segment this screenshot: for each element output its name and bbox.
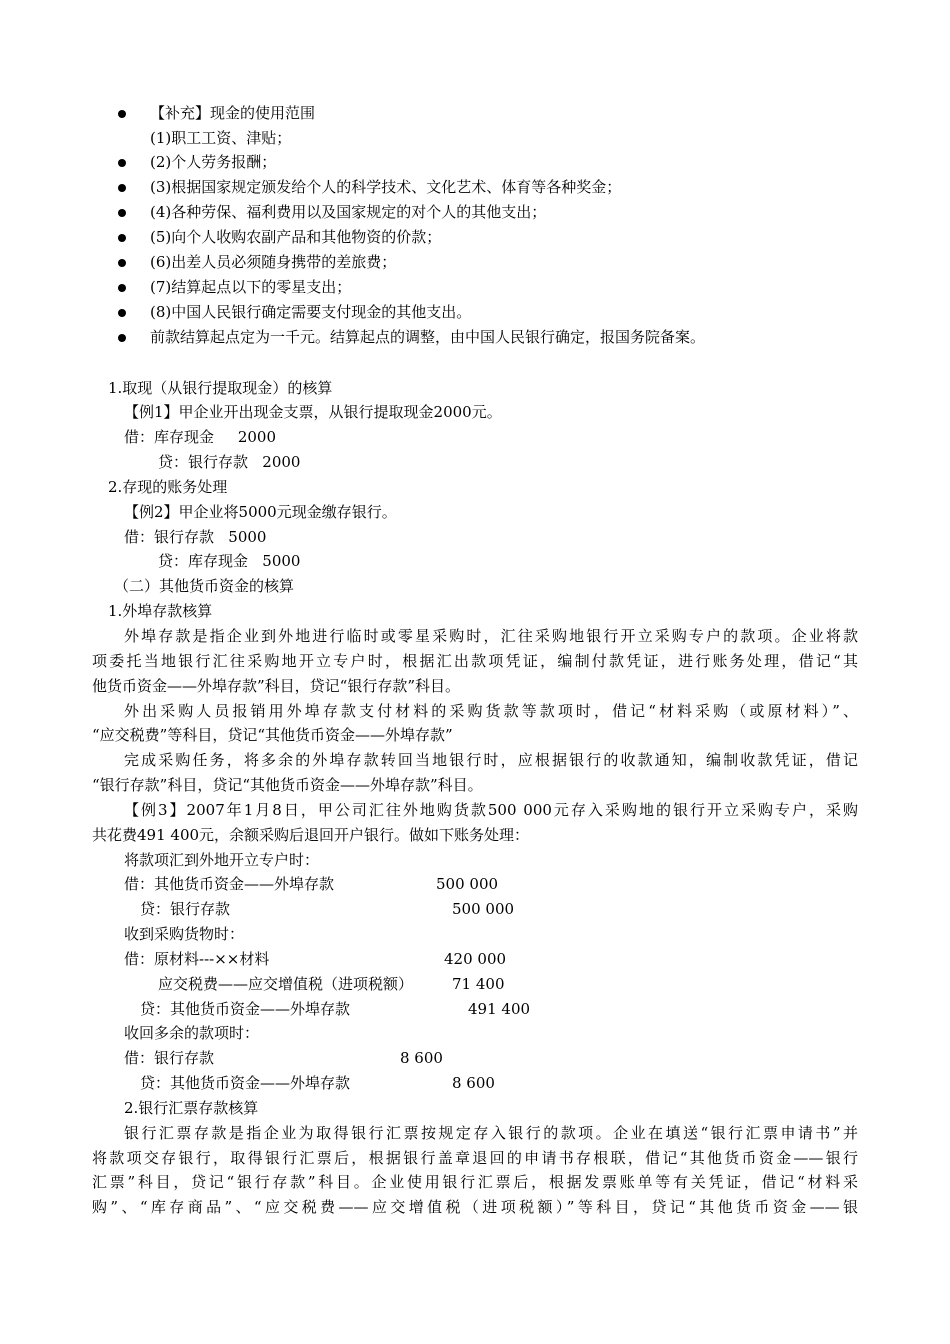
journal-credit: 贷：其他货币资金——外埠存款 — [140, 1000, 351, 1018]
journal-debit: 借：其他货币资金——外埠存款 — [124, 875, 335, 893]
supplement-item: (8)中国人民银行确定需要支付现金的其他支出。 — [150, 303, 472, 321]
journal-credit: 贷：其他货币资金——外埠存款 — [140, 1074, 351, 1092]
subsection-heading-2: 2.银行汇票存款核算 — [124, 1099, 259, 1117]
bullet-dot — [118, 334, 126, 342]
paragraph-line: 汇票”科目，贷记“银行存款”科目。企业使用银行汇票后，根据发票账单等有关凭证，借记“材料采 — [92, 1173, 858, 1191]
journal-amount: 491 400 — [468, 1000, 531, 1018]
example-1: 【例1】甲企业开出现金支票，从银行提取现金2000元。 — [124, 403, 502, 421]
paragraph-line: “应交税费”等科目，贷记“其他货币资金——外埠存款” — [92, 726, 453, 744]
journal-amount: 500 000 — [452, 900, 515, 918]
bullet-dot — [118, 234, 126, 242]
section-heading-other-funds: （二）其他货币资金的核算 — [114, 577, 295, 595]
section-heading-deposit: 2.存现的账务处理 — [108, 478, 228, 496]
supplement-item: (5)向个人收购农副产品和其他物资的价款； — [150, 228, 442, 246]
supplement-item: (7)结算起点以下的零星支出； — [150, 278, 352, 296]
journal-debit: 应交税费——应交增值税（进项税额） — [158, 975, 414, 993]
section-heading-withdraw: 1.取现（从银行提取现金）的核算 — [108, 379, 333, 397]
bullet-dot — [118, 159, 126, 167]
bullet-dot — [118, 284, 126, 292]
example-3-line: 【例3】2007年1月8日，甲公司汇往外地购货款500 000元存入采购地的银行开立采购专户，采购 — [124, 801, 858, 819]
journal-credit: 贷：银行存款 — [140, 900, 231, 918]
paragraph-line: 完成采购任务，将多余的外埠存款转回当地银行时，应根据银行的收款通知，编制收款凭证，借记 — [124, 751, 858, 769]
paragraph-line: 银行汇票存款是指企业为取得银行汇票按规定存入银行的款项。企业在填送“银行汇票申请书”并 — [124, 1124, 858, 1142]
paragraph-line: 购”、“库存商品”、“应交税费——应交增值税（进项税额）”等科目，贷记“其他货币资金——银 — [92, 1198, 858, 1216]
paragraph-line: 项委托当地银行汇往采购地开立专户时，根据汇出款项凭证，编制付款凭证，进行账务处理，借记“其 — [92, 652, 858, 670]
journal-credit: 贷：银行存款 2000 — [158, 453, 301, 471]
bullet-dot — [118, 110, 126, 118]
step-heading: 将款项汇到外地开立专户时： — [124, 851, 320, 869]
bullet-dot — [118, 309, 126, 317]
journal-amount: 8 600 — [452, 1074, 495, 1092]
journal-debit: 借：原材料---××材料 — [124, 950, 270, 968]
paragraph-line: 将款项交存银行，取得银行汇票后，根据银行盖章退回的申请书存根联，借记“其他货币资金——银行 — [92, 1149, 858, 1167]
step-heading: 收到采购货物时： — [124, 925, 245, 943]
journal-amount: 500 000 — [436, 875, 499, 893]
journal-debit: 借：银行存款 5000 — [124, 528, 267, 546]
supplement-item: (3)根据国家规定颁发给个人的科学技术、文化艺术、体育等各种奖金； — [150, 178, 622, 196]
bullet-dot — [118, 184, 126, 192]
supplement-item: (2)个人劳务报酬； — [150, 153, 277, 171]
supplement-item: (6)出差人员必须随身携带的差旅费； — [150, 253, 397, 271]
journal-amount: 420 000 — [444, 950, 507, 968]
paragraph-line: 外出采购人员报销用外埠存款支付材料的采购货款等款项时，借记“材料采购（或原材料）”、 — [124, 702, 858, 720]
bullet-dot — [118, 209, 126, 217]
supplement-item: (1)职工工资、津贴； — [150, 129, 292, 147]
journal-debit: 借：银行存款 — [124, 1049, 215, 1067]
paragraph-line: “银行存款”科目，贷记“其他货币资金——外埠存款”科目。 — [92, 776, 483, 794]
example-2: 【例2】甲企业将5000元现金缴存银行。 — [124, 503, 397, 521]
paragraph-line: 外埠存款是指企业到外地进行临时或零星采购时，汇往采购地银行开立采购专户的款项。企业将款 — [124, 627, 858, 645]
supplement-item: (4)各种劳保、福利费用以及国家规定的对个人的其他支出； — [150, 203, 547, 221]
example-3-line: 共花费491 400元，余额采购后退回开户银行。做如下账务处理： — [92, 826, 530, 844]
journal-amount: 71 400 — [452, 975, 505, 993]
supplement-title: 【补充】现金的使用范围 — [150, 104, 316, 122]
paragraph-line: 他货币资金——外埠存款”科目，贷记“银行存款”科目。 — [92, 677, 461, 695]
journal-debit: 借：库存现金 2000 — [124, 428, 277, 446]
subsection-heading-1: 1.外埠存款核算 — [108, 602, 213, 620]
bullet-dot — [118, 259, 126, 267]
journal-credit: 贷：库存现金 5000 — [158, 552, 301, 570]
journal-amount: 8 600 — [400, 1049, 443, 1067]
step-heading: 收回多余的款项时： — [124, 1024, 260, 1042]
supplement-note: 前款结算起点定为一千元。结算起点的调整，由中国人民银行确定，报国务院备案。 — [150, 328, 706, 346]
